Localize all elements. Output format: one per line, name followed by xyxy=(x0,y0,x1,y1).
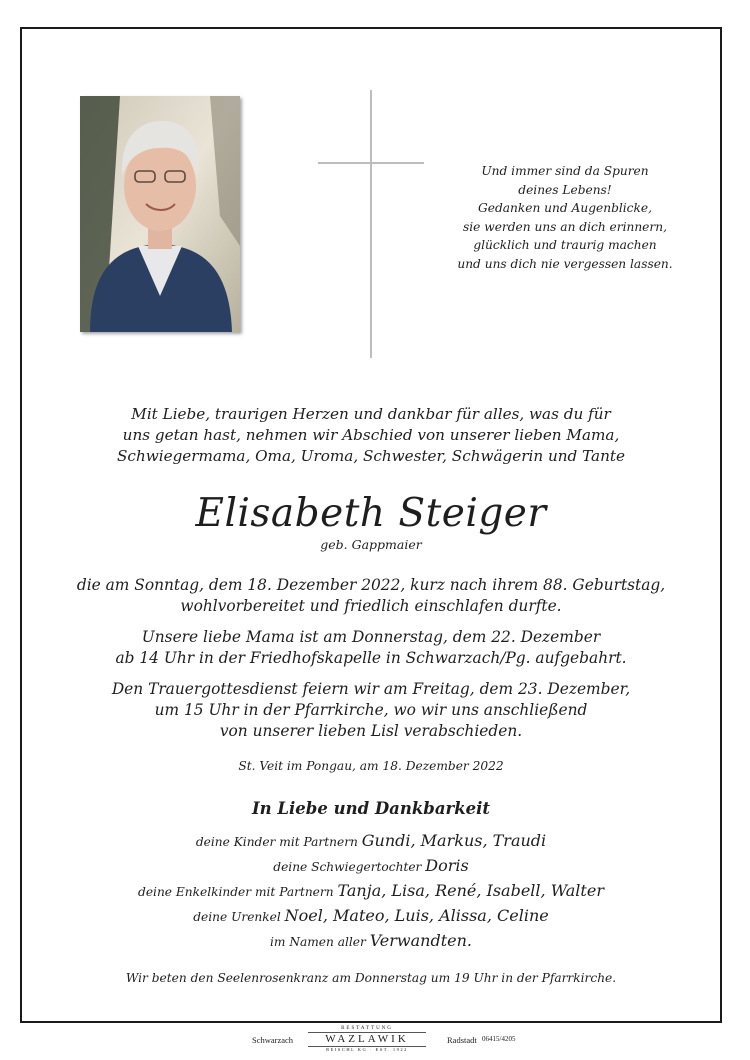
poem-line: Und immer sind da Spuren xyxy=(481,164,649,178)
footer-location-left: Schwarzach xyxy=(252,1035,294,1045)
closing-heading: In Liebe und Dankbarkeit xyxy=(251,799,491,818)
intro-line: Mit Liebe, traurigen Herzen und dankbar für alles, was du für xyxy=(131,405,611,423)
family-names: Noel, Mateo, Luis, Alissa, Celine xyxy=(284,906,549,925)
poem-line: deines Lebens! xyxy=(518,182,612,197)
intro-line: uns getan hast, nehmen wir Abschied von unserer lieben Mama, xyxy=(122,426,620,444)
place-and-date: St. Veit im Pongau, am 18. Dezember 2022 xyxy=(238,759,504,773)
family-relation: im Namen aller xyxy=(269,935,366,949)
poem-line: sie werden uns an dich erinnern, xyxy=(463,219,667,234)
poem-line: Gedanken und Augenblicke, xyxy=(478,201,652,215)
family-names: Gundi, Markus, Traudi xyxy=(361,831,547,850)
family-list xyxy=(40,828,702,953)
funeral-home-logo xyxy=(302,1026,432,1054)
portrait-photo xyxy=(80,96,240,332)
logo-top-text: BESTATTUNG xyxy=(341,1026,393,1031)
cross-vertical-bar xyxy=(370,90,372,358)
intro-text xyxy=(40,404,702,467)
paragraph-line: wohlvorbereitet und friedlich einschlafen durfte. xyxy=(180,597,562,615)
viewing-paragraph xyxy=(40,627,702,669)
family-relation: deine Urenkel xyxy=(193,910,281,924)
maiden-name: geb. Gappmaier xyxy=(320,537,422,552)
family-relation: deine Kinder mit Partnern xyxy=(195,835,358,849)
service-paragraph xyxy=(40,679,702,742)
death-notice-paragraph xyxy=(40,575,702,617)
logo-main-text: WAZLAWIK xyxy=(308,1032,426,1047)
funeral-home-footer xyxy=(0,1026,750,1056)
paragraph-line: um 15 Uhr in der Pfarrkirche, wo wir uns anschließend xyxy=(154,701,588,719)
family-names: Verwandten. xyxy=(369,931,472,950)
family-relation: deine Schwiegertochter xyxy=(273,860,422,874)
paragraph-line: die am Sonntag, dem 18. Dezember 2022, kurz nach ihrem 88. Geburtstag, xyxy=(76,576,666,594)
footer-location-right: Radstadt xyxy=(447,1035,477,1045)
paragraph-line: von unserer lieben Lisl verabschieden. xyxy=(219,722,523,740)
paragraph-line: Den Trauergottesdienst feiern wir am Freitag, dem 23. Dezember, xyxy=(111,680,631,698)
family-row xyxy=(40,828,702,853)
rosary-notice: Wir beten den Seelenrosenkranz am Donnerstag um 19 Uhr in der Pfarrkirche. xyxy=(125,971,617,985)
family-names: Tanja, Lisa, René, Isabell, Walter xyxy=(337,881,604,900)
poem-line: und uns dich nie vergessen lassen. xyxy=(457,256,673,271)
intro-line: Schwiegermama, Oma, Uroma, Schwester, Schwägerin und Tante xyxy=(117,447,625,465)
logo-bottom-text: REISCHL KG · EST. 1922 xyxy=(326,1047,408,1052)
cross-horizontal-bar xyxy=(318,162,424,164)
paragraph-line: ab 14 Uhr in der Friedhofskapelle in Schwarzach/Pg. aufgebahrt. xyxy=(115,649,627,667)
family-names: Doris xyxy=(425,856,469,875)
family-row xyxy=(40,928,702,953)
family-row xyxy=(40,853,702,878)
family-row xyxy=(40,903,702,928)
footer-phone: 06415/4205 xyxy=(482,1035,516,1043)
deceased-name: Elisabeth Steiger xyxy=(195,491,547,536)
poem-line: glücklich und traurig machen xyxy=(473,238,657,252)
family-relation: deine Enkelkinder mit Partnern xyxy=(138,885,334,899)
paragraph-line: Unsere liebe Mama ist am Donnerstag, dem 22. Dezember xyxy=(141,628,601,646)
poem xyxy=(450,162,680,273)
family-row xyxy=(40,878,702,903)
